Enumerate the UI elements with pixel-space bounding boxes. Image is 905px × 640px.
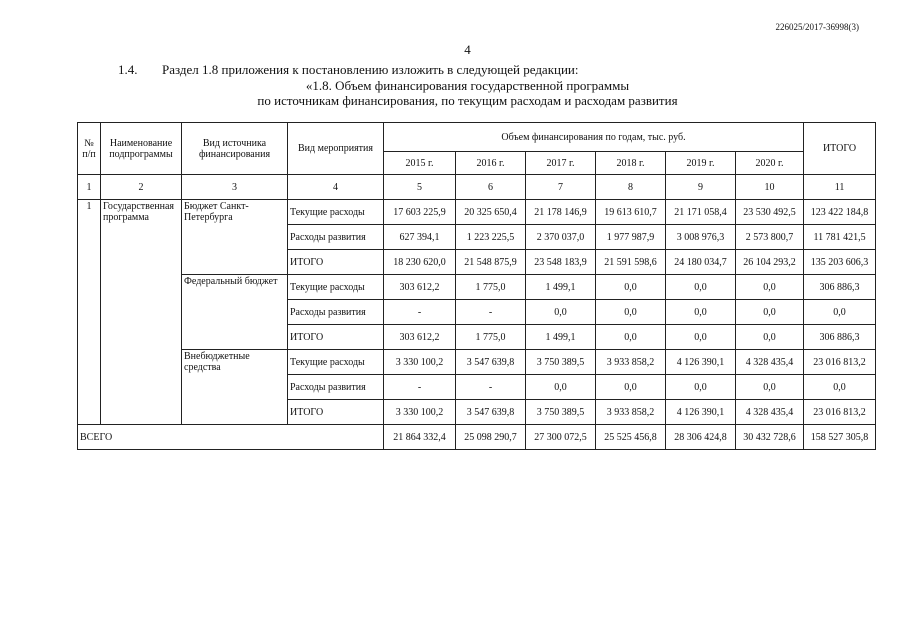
value-cell: 0,0: [596, 300, 666, 325]
activity-type: ИТОГО: [288, 400, 384, 425]
clause-text: Раздел 1.8 приложения к постановлению изложить в следующей редакции:: [162, 62, 579, 77]
header-volume: Объем финансирования по годам, тыс. руб.: [384, 123, 804, 152]
value-cell: 3 933 858,2: [596, 400, 666, 425]
value-cell: 303 612,2: [384, 325, 456, 350]
header-year-2020: 2020 г.: [736, 152, 804, 175]
value-cell: -: [384, 300, 456, 325]
total-cell: 135 203 606,3: [804, 250, 876, 275]
value-cell: 23 548 183,9: [526, 250, 596, 275]
value-cell: -: [384, 375, 456, 400]
header-source: Вид источника финансирования: [182, 123, 288, 175]
table-row: [78, 275, 876, 300]
value-cell: 1 775,0: [456, 325, 526, 350]
value-cell: 1 977 987,9: [596, 225, 666, 250]
column-number: 3: [182, 175, 288, 200]
value-cell: 3 547 639,8: [456, 400, 526, 425]
activity-type: ИТОГО: [288, 250, 384, 275]
activity-type: Расходы развития: [288, 300, 384, 325]
value-cell: 27 300 072,5: [526, 425, 596, 450]
total-cell: 158 527 305,8: [804, 425, 876, 450]
value-cell: 3 330 100,2: [384, 350, 456, 375]
header-year-2019: 2019 г.: [666, 152, 736, 175]
column-number: 4: [288, 175, 384, 200]
value-cell: 21 591 598,6: [596, 250, 666, 275]
column-number: 11: [804, 175, 876, 200]
value-cell: 0,0: [666, 300, 736, 325]
column-number: 8: [596, 175, 666, 200]
grand-total-label: ВСЕГО: [78, 425, 384, 450]
total-cell: 306 886,3: [804, 275, 876, 300]
value-cell: 0,0: [736, 300, 804, 325]
total-cell: 123 422 184,8: [804, 200, 876, 225]
clause-number: 1.4.: [118, 62, 138, 77]
value-cell: 2 370 037,0: [526, 225, 596, 250]
column-number: 7: [526, 175, 596, 200]
value-cell: 25 098 290,7: [456, 425, 526, 450]
value-cell: 23 530 492,5: [736, 200, 804, 225]
value-cell: 3 750 389,5: [526, 400, 596, 425]
value-cell: 21 548 875,9: [456, 250, 526, 275]
value-cell: -: [456, 300, 526, 325]
value-cell: 3 547 639,8: [456, 350, 526, 375]
total-cell: 0,0: [804, 300, 876, 325]
value-cell: 0,0: [736, 375, 804, 400]
grand-total-row: [78, 425, 876, 450]
value-cell: 2 573 800,7: [736, 225, 804, 250]
value-cell: 1 775,0: [456, 275, 526, 300]
value-cell: 0,0: [526, 375, 596, 400]
value-cell: 1 499,1: [526, 275, 596, 300]
value-cell: 26 104 293,2: [736, 250, 804, 275]
value-cell: 0,0: [666, 325, 736, 350]
value-cell: 19 613 610,7: [596, 200, 666, 225]
value-cell: 0,0: [666, 375, 736, 400]
total-cell: 0,0: [804, 375, 876, 400]
clause-line: [118, 62, 579, 78]
column-number: 10: [736, 175, 804, 200]
row-number: 1: [78, 200, 101, 425]
table-row: [78, 350, 876, 375]
value-cell: 4 126 390,1: [666, 350, 736, 375]
value-cell: 3 750 389,5: [526, 350, 596, 375]
value-cell: 0,0: [596, 275, 666, 300]
value-cell: 3 330 100,2: [384, 400, 456, 425]
value-cell: 0,0: [596, 375, 666, 400]
column-number: 2: [101, 175, 182, 200]
value-cell: 3 933 858,2: [596, 350, 666, 375]
activity-type: Текущие расходы: [288, 200, 384, 225]
column-number: 6: [456, 175, 526, 200]
total-cell: 11 781 421,5: [804, 225, 876, 250]
value-cell: 0,0: [736, 325, 804, 350]
column-number: 5: [384, 175, 456, 200]
value-cell: 627 394,1: [384, 225, 456, 250]
value-cell: 28 306 424,8: [666, 425, 736, 450]
column-number: 1: [78, 175, 101, 200]
section-title-line1: «1.8. Объем финансирования государственной программы: [305, 78, 630, 93]
value-cell: 17 603 225,9: [384, 200, 456, 225]
activity-type: Расходы развития: [288, 375, 384, 400]
value-cell: 1 499,1: [526, 325, 596, 350]
value-cell: 4 126 390,1: [666, 400, 736, 425]
value-cell: 20 325 650,4: [456, 200, 526, 225]
header-total: ИТОГО: [804, 123, 876, 175]
value-cell: 4 328 435,4: [736, 400, 804, 425]
value-cell: 3 008 976,3: [666, 225, 736, 250]
total-cell: 23 016 813,2: [804, 400, 876, 425]
subprogram-name: Государственная программа: [101, 200, 182, 425]
value-cell: 0,0: [736, 275, 804, 300]
funding-source: Внебюджетные средства: [182, 350, 288, 425]
value-cell: 1 223 225,5: [456, 225, 526, 250]
column-numbers-row: [78, 175, 876, 200]
header-year-2016: 2016 г.: [456, 152, 526, 175]
page-number: 4: [464, 42, 471, 57]
section-title-line2: по источникам финансирования, по текущим расходам и расходам развития: [257, 93, 678, 108]
value-cell: 303 612,2: [384, 275, 456, 300]
header-row-1: [78, 123, 876, 152]
funding-source: Федеральный бюджет: [182, 275, 288, 350]
value-cell: 18 230 620,0: [384, 250, 456, 275]
activity-type: Расходы развития: [288, 225, 384, 250]
value-cell: -: [456, 375, 526, 400]
activity-type: Текущие расходы: [288, 350, 384, 375]
value-cell: 0,0: [526, 300, 596, 325]
value-cell: 21 171 058,4: [666, 200, 736, 225]
financing-table: [77, 122, 876, 450]
total-cell: 23 016 813,2: [804, 350, 876, 375]
header-num: № п/п: [78, 123, 101, 175]
value-cell: 24 180 034,7: [666, 250, 736, 275]
header-year-2017: 2017 г.: [526, 152, 596, 175]
header-activity: Вид мероприятия: [288, 123, 384, 175]
value-cell: 21 864 332,4: [384, 425, 456, 450]
value-cell: 4 328 435,4: [736, 350, 804, 375]
activity-type: Текущие расходы: [288, 275, 384, 300]
table-row: [78, 200, 876, 225]
total-cell: 306 886,3: [804, 325, 876, 350]
value-cell: 0,0: [596, 325, 666, 350]
funding-source: Бюджет Санкт-Петербурга: [182, 200, 288, 275]
value-cell: 21 178 146,9: [526, 200, 596, 225]
header-year-2015: 2015 г.: [384, 152, 456, 175]
header-subprogram: Наименование подпрограммы: [101, 123, 182, 175]
value-cell: 25 525 456,8: [596, 425, 666, 450]
value-cell: 0,0: [666, 275, 736, 300]
value-cell: 30 432 728,6: [736, 425, 804, 450]
column-number: 9: [666, 175, 736, 200]
header-year-2018: 2018 г.: [596, 152, 666, 175]
activity-type: ИТОГО: [288, 325, 384, 350]
document-id: 226025/2017-36998(3): [775, 22, 859, 32]
